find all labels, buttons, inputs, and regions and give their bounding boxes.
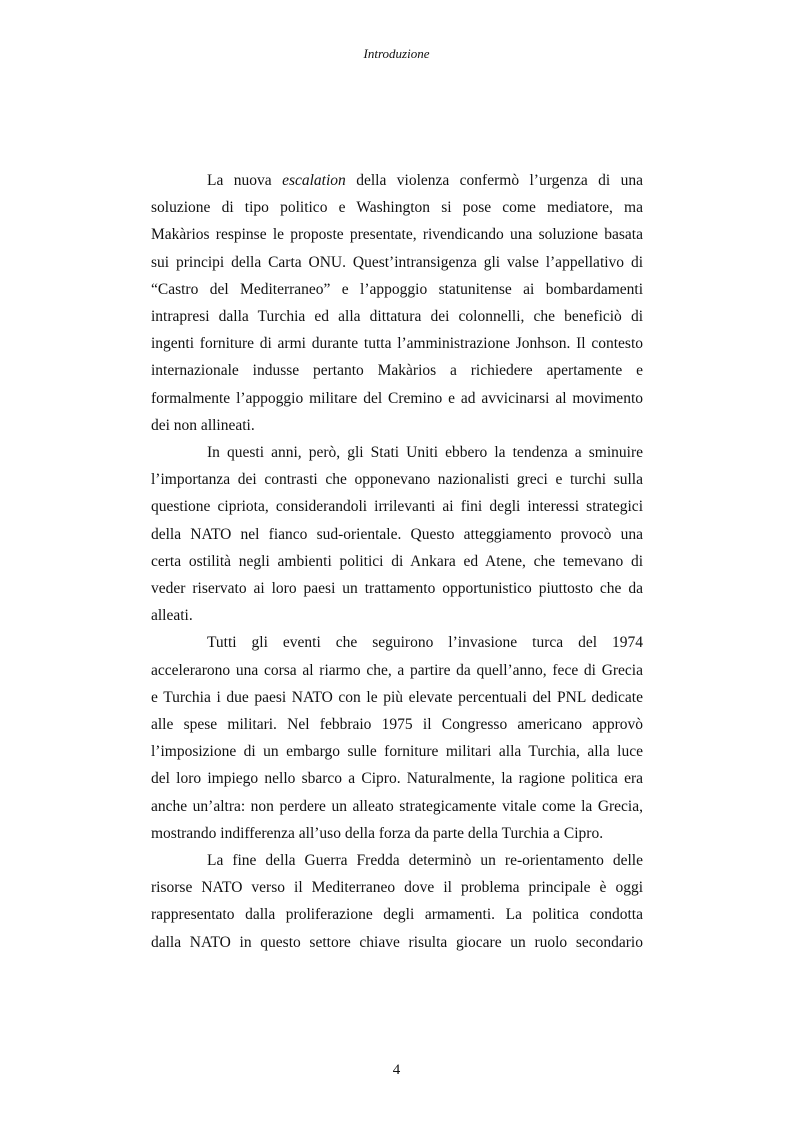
text-line <box>151 412 643 439</box>
text-line <box>151 385 643 412</box>
text-run: della violenza confermò l’urgenza di una <box>345 172 644 189</box>
text-line <box>151 439 643 466</box>
text-run: dalla NATO in questo settore chiave risulta giocare un ruolo secondario <box>151 933 643 951</box>
text-run: Tutti gli eventi che seguirono l’invasione turca del 1974 <box>207 634 643 652</box>
text-run: risorse NATO verso il Mediterraneo dove il problema principale è oggi <box>151 879 643 897</box>
paragraph-4 <box>151 847 643 956</box>
text-line <box>151 765 643 792</box>
text-run: accelerarono una corsa al riarmo che, a partire da quell’anno, fece di Grecia <box>151 661 643 679</box>
text-line <box>151 684 643 711</box>
text-line <box>151 602 643 629</box>
text-run: della NATO nel fianco sud-orientale. Questo atteggiamento provocò una <box>151 525 643 543</box>
text-line <box>151 657 643 684</box>
text-line <box>151 303 643 330</box>
paragraph-3 <box>151 629 643 847</box>
page-number: 4 <box>392 1062 401 1078</box>
running-head: Introduzione <box>363 46 430 61</box>
text-run: del loro impiego nello sbarco a Cipro. Naturalmente, la ragione politica era <box>151 770 643 788</box>
text-run: alle spese militari. Nel febbraio 1975 il Congresso americano approvò <box>151 716 643 734</box>
text-run: La fine della Guerra Fredda determinò un re-orientamento delle <box>207 852 643 870</box>
text-run: rappresentato dalla proliferazione degli armamenti. La politica condotta <box>151 906 643 924</box>
text-line <box>151 221 643 248</box>
text-line <box>151 466 643 493</box>
text-run: alleati. <box>151 607 193 625</box>
paragraph-2 <box>151 439 643 629</box>
text-run: l’imposizione di un embargo sulle forniture militari alla Turchia, alla luce <box>151 743 643 761</box>
text-line <box>151 847 643 874</box>
text-run: ingenti forniture di armi durante tutta l’amministrazione Jonhson. Il contesto <box>151 335 643 353</box>
text-run: dei non allineati. <box>151 416 255 434</box>
text-run: intrapresi dalla Turchia ed alla dittatura dei colonnelli, che beneficiò di <box>151 308 643 326</box>
text-run: In questi anni, però, gli Stati Uniti ebbero la tendenza a sminuire <box>207 444 643 462</box>
text-run: e Turchia i due paesi NATO con le più elevate percentuali del PNL dedicate <box>151 688 643 706</box>
body-text <box>151 167 643 956</box>
text-line <box>151 901 643 928</box>
text-run: “Castro del Mediterraneo” e l’appoggio statunitense ai bombardamenti <box>151 280 643 298</box>
text-run: La nuova <box>207 172 283 189</box>
text-run: soluzione di tipo politico e Washington si pose come mediatore, ma <box>151 199 643 217</box>
text-run: formalmente l’appoggio militare del Cremino e ad avvicinarsi al movimento <box>151 389 643 407</box>
text-run: internazionale indusse pertanto Makàrios a richiedere apertamente e <box>151 362 643 380</box>
text-line <box>151 575 643 602</box>
text-run: Makàrios respinse le proposte presentate, rivendicando una soluzione basata <box>151 226 643 244</box>
text-run: questione cipriota, considerandoli irrilevanti ai fini degli interessi strategici <box>151 498 643 516</box>
text-line <box>151 738 643 765</box>
text-line <box>151 793 643 820</box>
text-run: anche un’altra: non perdere un alleato strategicamente vitale come la Grecia, <box>151 797 643 815</box>
text-run: veder riservato ai loro paesi un trattamento opportunistico piuttosto che da <box>151 580 643 598</box>
text-line <box>151 249 643 276</box>
text-line <box>151 548 643 575</box>
text-line <box>151 493 643 520</box>
text-line <box>151 711 643 738</box>
text-line <box>151 820 643 847</box>
paragraph-1 <box>151 167 643 439</box>
text-line <box>151 276 643 303</box>
text-run: sui principi della Carta ONU. Quest’intransigenza gli valse l’appellativo di <box>151 253 643 271</box>
text-line <box>151 929 643 956</box>
text-line <box>151 521 643 548</box>
text-line <box>151 874 643 901</box>
emphasis-text: escalation <box>282 172 346 189</box>
text-line <box>151 629 643 656</box>
text-line <box>151 194 643 221</box>
text-run: certa ostilità negli ambienti politici di Ankara ed Atene, che temevano di <box>151 552 643 570</box>
text-line <box>151 167 643 194</box>
text-run: l’importanza dei contrasti che opponevano nazionalisti greci e turchi sulla <box>151 471 643 489</box>
text-line <box>151 357 643 384</box>
text-line <box>151 330 643 357</box>
text-run: mostrando indifferenza all’uso della forza da parte della Turchia a Cipro. <box>151 824 604 842</box>
